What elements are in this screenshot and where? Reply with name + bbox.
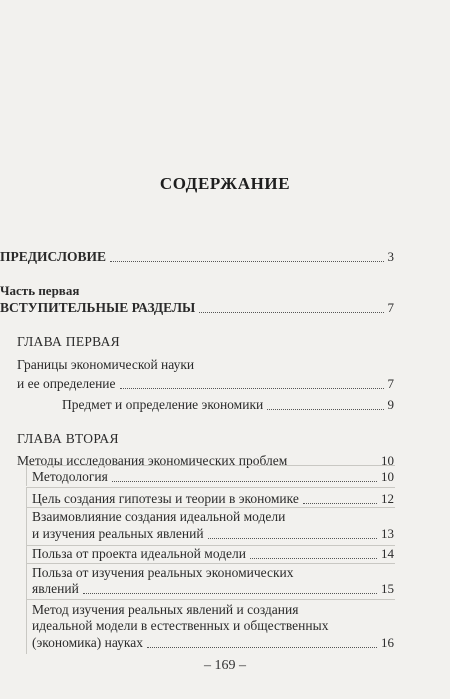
toc-entry-label: Методы исследования экономических проблем (17, 453, 288, 468)
toc-entry-label: Польза от проекта идеальной модели (32, 546, 247, 561)
toc-entry-label-line: идеальной модели в естественных и общественных (32, 618, 329, 633)
toc-entry-page: 10 (381, 469, 394, 484)
page-number: – 169 – (204, 658, 246, 673)
toc-entry-label-line: Метод изучения реальных явлений и создания (32, 602, 299, 617)
part-label: Часть первая (0, 283, 80, 298)
toc-entry-label: (экономика) науках (32, 635, 143, 650)
dot-leader (83, 593, 377, 594)
dot-leader (110, 261, 383, 262)
toc-entry-page: 13 (381, 526, 394, 541)
toc-entry-label: ПРЕДИСЛОВИЕ (0, 249, 107, 264)
toc-entry-label-line: Границы экономической науки (17, 357, 195, 372)
toc-entry-page: 7 (387, 376, 394, 391)
toc-entry (32, 469, 394, 485)
toc-entry-label-line: Польза от изучения реальных экономических (32, 565, 294, 580)
toc-entry-label: явлений (32, 581, 79, 596)
toc-entry-page: 7 (387, 300, 394, 315)
toc-entry-label: Методология (32, 469, 108, 484)
toc-entry (32, 635, 394, 651)
toc-entry-page: 10 (381, 453, 394, 468)
toc-entry-page: 3 (387, 249, 394, 264)
toc-entry (32, 546, 394, 562)
toc-entry-label: ВСТУПИТЕЛЬНЫЕ РАЗДЕЛЫ (0, 300, 196, 315)
dot-leader (199, 312, 383, 313)
toc-entry-label-line: Взаимовлияние создания идеальной модели (32, 509, 286, 524)
page-title: СОДЕРЖАНИЕ (159, 174, 291, 193)
toc-entry-page: 9 (387, 397, 394, 412)
chapter-heading: ГЛАВА ВТОРАЯ (17, 431, 119, 446)
toc-entry (17, 376, 394, 392)
toc-entry-label: Цель создания гипотезы и теории в экономике (32, 491, 299, 506)
toc-entry-label: и ее определение (17, 376, 116, 391)
toc-entry-label: Предмет и определение экономики (62, 397, 264, 412)
dot-leader (120, 388, 384, 389)
toc-entry (32, 491, 394, 507)
toc-entry-page: 14 (381, 546, 394, 561)
toc-entry-label: и изучения реальных явлений (32, 526, 204, 541)
toc-entry-page: 12 (381, 491, 394, 506)
toc-entry (62, 397, 394, 413)
toc-entry (32, 581, 394, 597)
toc-entry-preface (0, 249, 394, 265)
dot-leader (147, 647, 377, 648)
toc-entry-intro (0, 300, 394, 316)
toc-entry (32, 526, 394, 542)
dot-leader (303, 503, 377, 504)
dot-leader (250, 558, 377, 559)
toc-entry-page: 16 (381, 635, 394, 650)
toc-entry-page: 15 (381, 581, 394, 596)
chapter-heading: ГЛАВА ПЕРВАЯ (17, 334, 120, 349)
dot-leader (208, 538, 377, 539)
dot-leader (112, 481, 377, 482)
dot-leader (267, 409, 383, 410)
